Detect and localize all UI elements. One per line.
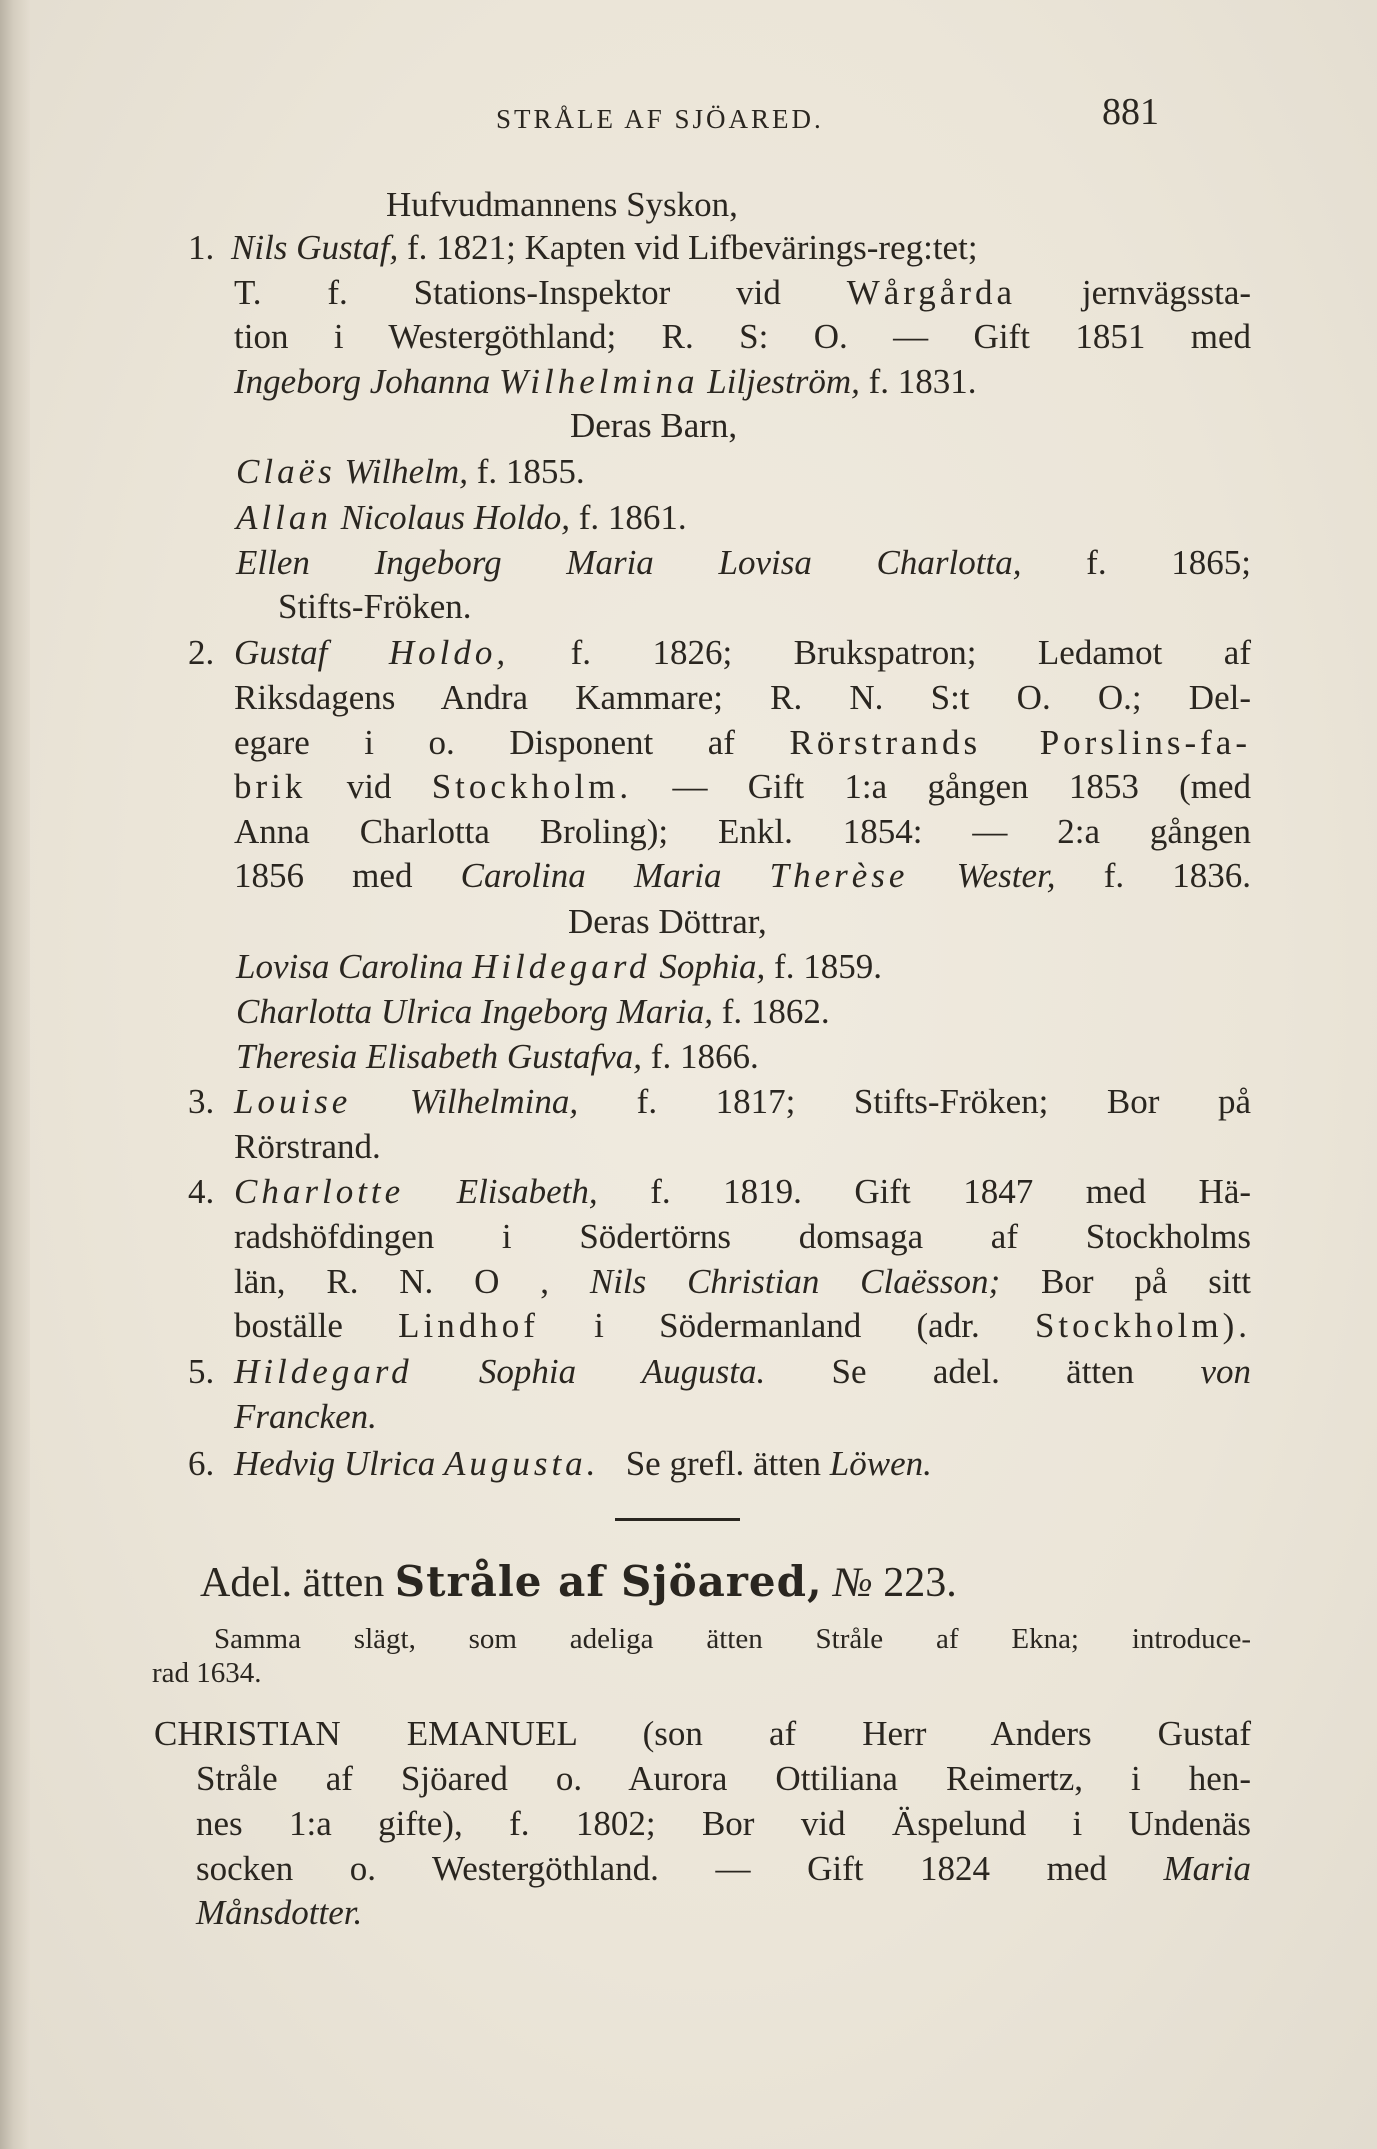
- entry-5-line-2: Francken.: [234, 1397, 377, 1436]
- child-3-title: Stifts-Fröken.: [278, 587, 472, 626]
- entry-4-number: 4.: [188, 1172, 215, 1211]
- child-1: Claës Wilhelm, f. 1855.: [236, 452, 585, 491]
- child-3: Ellen Ingeborg Maria Lovisa Charlotta, f. 1865;: [236, 543, 1252, 582]
- entry-6-number: 6.: [188, 1444, 215, 1483]
- entry-2-line-6: 1856 med Carolina Maria Therèse Wester, f. 1836.: [234, 856, 1252, 895]
- entry-3-line-2: Rörstrand.: [234, 1127, 381, 1166]
- daughter-3: Theresia Elisabeth Gustafva, f. 1866.: [236, 1037, 759, 1076]
- paragraph-line-2: Stråle af Sjöared o. Aurora Ottiliana Reimertz, i hen-: [196, 1759, 1251, 1798]
- daughters-heading: Deras Döttrar,: [568, 902, 767, 941]
- entry-1-number: 1.: [188, 228, 215, 267]
- entry-4-line-1: Charlotte Elisabeth, f. 1819. Gift 1847 med Hä-: [234, 1172, 1252, 1211]
- section-divider: [615, 1518, 740, 1521]
- entry-4-line-4: boställe Lindhof i Södermanland (adr. Stockholm).: [234, 1306, 1252, 1345]
- book-page: [30, 0, 1377, 2149]
- entry-5-number: 5.: [188, 1352, 215, 1391]
- entry-2-number: 2.: [188, 633, 215, 672]
- entry-1-line-4: Ingeborg Johanna Wilhelmina Liljeström, f. 1831.: [234, 362, 977, 401]
- paragraph-line-4: socken o. Westergöthland. — Gift 1824 med Maria: [196, 1849, 1251, 1888]
- paragraph-line-5: Månsdotter.: [196, 1893, 363, 1932]
- family-note-line-2: rad 1634.: [152, 1657, 262, 1689]
- section-heading-siblings: Hufvudmannens Syskon,: [386, 185, 738, 224]
- entry-2-line-5: Anna Charlotta Broling); Enkl. 1854: — 2:a gången: [234, 812, 1251, 851]
- entry-5-line-1: Hildegard Sophia Augusta. Se adel. ätten von: [234, 1352, 1252, 1391]
- paragraph-line-3: nes 1:a gifte), f. 1802; Bor vid Äspelund i Undenäs: [196, 1804, 1251, 1843]
- children-heading: Deras Barn,: [570, 406, 738, 445]
- entry-2-line-2: Riksdagens Andra Kammare; R. N. S:t O. O.; Del-: [234, 678, 1251, 717]
- entry-1-line-1: Nils Gustaf, f. 1821; Kapten vid Lifbevärings-reg:tet;: [231, 228, 978, 267]
- page-number: 881: [1102, 91, 1159, 133]
- entry-2-line-1: Gustaf Holdo, f. 1826; Brukspatron; Ledamot af: [234, 633, 1251, 672]
- entry-6-line-1: Hedvig Ulrica Augusta. Se grefl. ätten Löwen.: [234, 1444, 932, 1483]
- entry-3-number: 3.: [188, 1082, 215, 1121]
- entry-1-line-3: tion i Westergöthland; R. S: O. — Gift 1851 med: [234, 317, 1251, 356]
- entry-3-line-1: Louise Wilhelmina, f. 1817; Stifts-Fröken; Bor på: [234, 1082, 1252, 1121]
- entry-1-line-2: T. f. Stations-Inspektor vid Wårgårda jernvägssta-: [234, 273, 1252, 312]
- entry-4-line-2: radshöfdingen i Södertörns domsaga af Stockholms: [234, 1217, 1251, 1256]
- child-2: Allan Nicolaus Holdo, f. 1861.: [236, 498, 687, 537]
- book-gutter: [0, 0, 30, 2149]
- daughter-1: Lovisa Carolina Hildegard Sophia, f. 1859.: [236, 947, 882, 986]
- daughter-2: Charlotta Ulrica Ingeborg Maria, f. 1862.: [236, 992, 830, 1031]
- paragraph-line-1: CHRISTIAN EMANUEL (son af Herr Anders Gustaf: [154, 1714, 1251, 1753]
- entry-4-line-3: län, R. N. O , Nils Christian Claësson; Bor på sitt: [234, 1262, 1252, 1301]
- entry-2-line-3: egare i o. Disponent af Rörstrands Porslins-fa-: [234, 723, 1252, 762]
- entry-2-line-4: brik vid Stockholm. — Gift 1:a gången 1853 (med: [234, 767, 1252, 806]
- entry-1-name: Nils Gustaf,: [231, 228, 399, 267]
- running-header: STRÅLE AF SJÖARED.: [496, 104, 824, 134]
- family-note-line-1: Samma slägt, som adeliga ätten Stråle af Ekna; introduce-: [214, 1623, 1251, 1655]
- family-heading: Adel. ätten Stråle af Sjöared, № 223.: [200, 1557, 957, 1606]
